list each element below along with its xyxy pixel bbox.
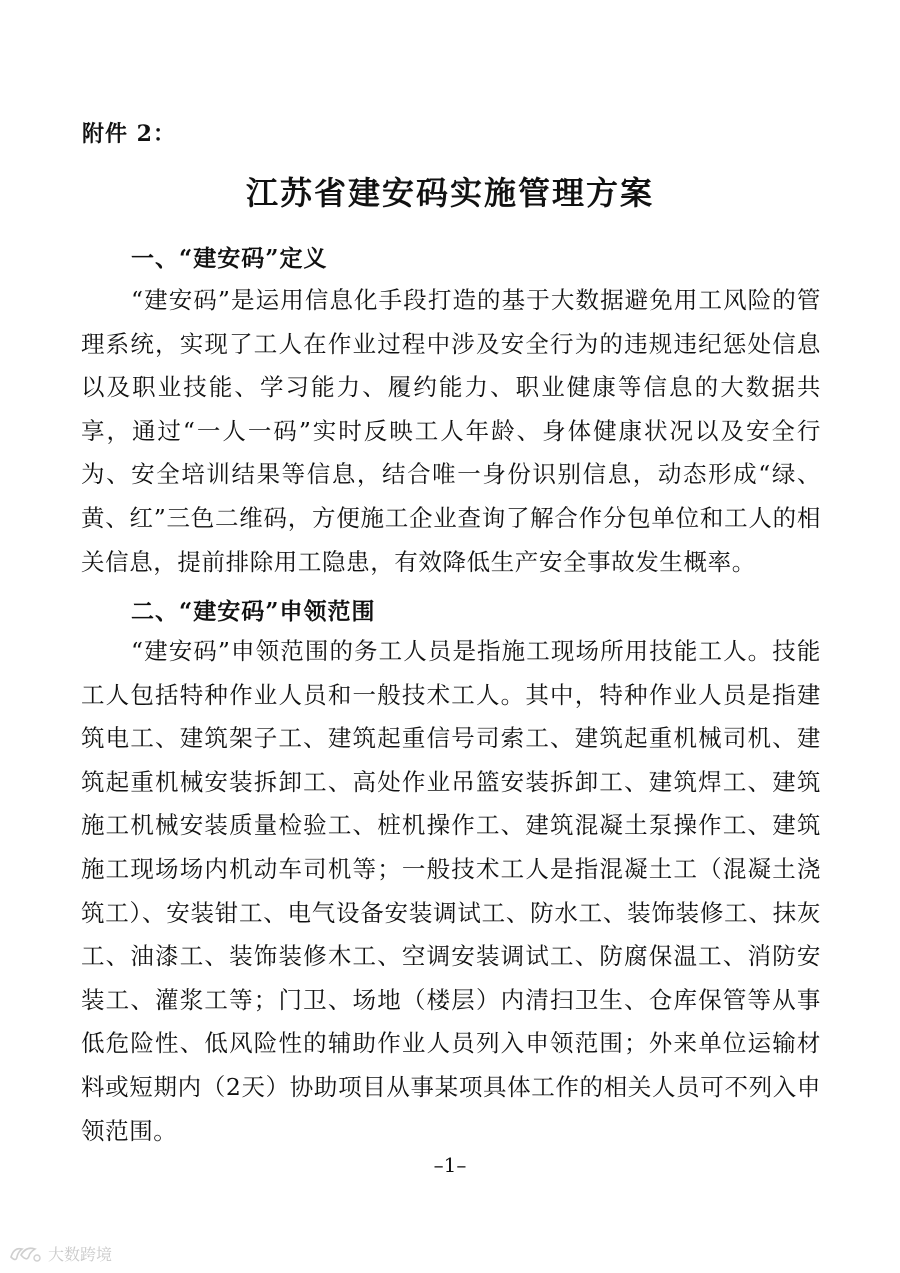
section-2-body: “建安码”申领范围的务工人员是指施工现场所用技能工人。技能工人包括特种作业人员和一般技术工人。其中，特种作业人员是指建筑电工、建筑架子工、建筑起重信号司索工、建筑起重机械司机、建筑起重机械安装拆卸工、高处作业吊篮安装拆卸工、建筑焊工、建筑施工机械安装质量检验工、桩机操作工、建筑混凝土泵操作工、建筑施工现场场内机动车司机等；一般技术工人是指混凝土工（混凝土浇筑工）、安装钳工、电气设备安装调试工、防水工、装饰装修工、抹灰工、油漆工、装饰装修木工、空调安装调试工、防腐保温工、消防安装工、灌浆工等；门卫、场地（楼层）内清扫卫生、仓库保管等从事低危险性、低风险性的辅助作业人员列入申领范围；外来单位运输材料或短期内（2天）协助项目从事某项具体工作的相关人员可不列入申领范围。 xyxy=(81,637,821,1145)
attachment-label: 附件 2： xyxy=(82,121,176,147)
section-1-heading: 一、“建安码”定义 xyxy=(131,245,328,272)
section-1-body: “建安码”是运用信息化手段打造的基于大数据避免用工风险的管理系统，实现了工人在作业过程中涉及安全行为的违规违纪惩处信息以及职业技能、学习能力、履约能力、职业健康等信息的大数据共享，通过“一人一码”实时反映工人年龄、身体健康状况以及安全行为、安全培训结果等信息，结合唯一身份识别信息，动态形成“绿、黄、红”三色二维码，方便施工企业查询了解合作分包单位和工人的相关信息，提前排除用工隐患，有效降低生产安全事故发生概率。 xyxy=(81,286,821,576)
section-2-heading: 二、“建安码”申领范围 xyxy=(131,598,376,625)
watermark xyxy=(8,1242,112,1265)
page-number: –1– xyxy=(433,1153,467,1177)
brand-logo-icon xyxy=(8,1243,42,1265)
watermark-text: 大数跨境 xyxy=(48,1245,113,1264)
document-title: 江苏省建安码实施管理方案 xyxy=(245,174,654,212)
